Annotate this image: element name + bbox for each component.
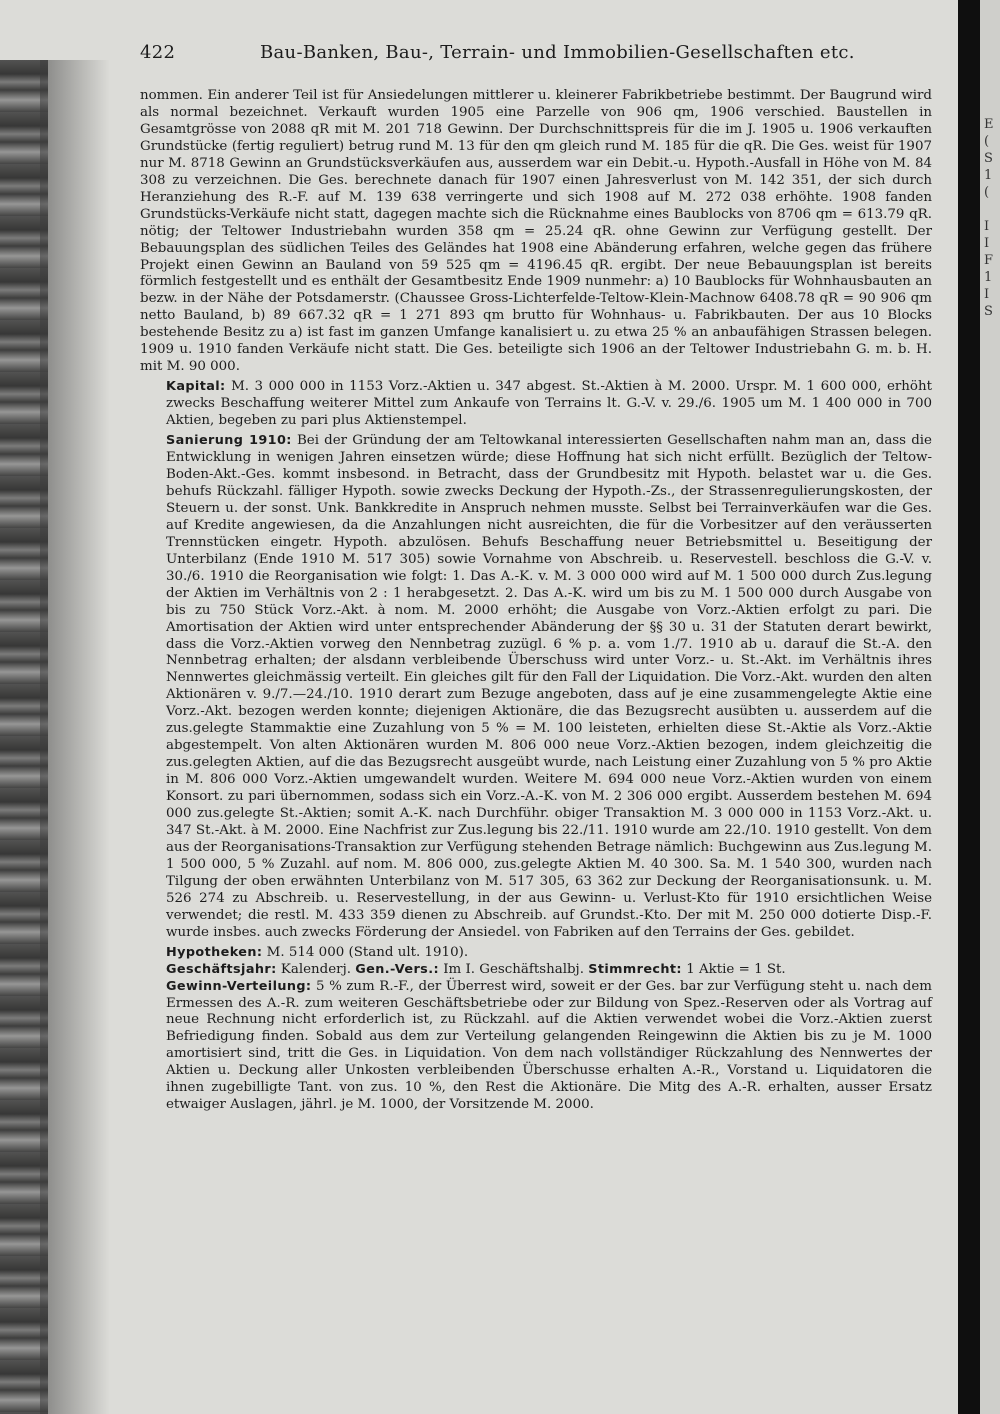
gewinn-text: 5 % zum R.-F., der Überrest wird, soweit er der Ges. bar zur Verfügung steht u. nach dem Ermessen des A.-R. zum weiteren Geschäftsbetriebe oder zur Bildung von Spez.-Reserven oder als Vortrag auf neue Rechnung nicht erforderlich ist, zu Rückzahl. auf die Aktien verwendet wobei die Vorz.-Aktien zuerst Befriedigung finden. Sobald aus dem zur Verteilung gelangenden Reingewinn die Aktien bis zu je M. 1000 amortisiert sind, tritt die Ges. in Liquidation. Von dem nach vollständiger Rückzahlung des Nennwertes der Aktien u. Deckung aller Unkosten verbleibenden Überschusse erhalten A.-R., Vorstand u. Liquidatoren die ihnen zugebilligte Tant. von zus. 10 %, den Rest die Aktionäre. Die Mitg des A.-R. erhalten, ausser Ersatz etwaiger Auslagen, jährl. je M. 1000, der Vorsitzende M. 2000. — [166, 978, 932, 1113]
genvers-label: Gen.-Vers.: — [355, 961, 439, 977]
page-body — [140, 88, 932, 1388]
geschaeftsjahr-label: Geschäftsjahr: — [166, 961, 277, 977]
page-header — [140, 42, 855, 68]
paragraph-gewinn-verteilung — [140, 979, 932, 1115]
adjacent-fragment: I — [984, 287, 990, 302]
geschaeftsjahr-text: Kalenderj. — [276, 961, 351, 977]
page-edge-shadow — [958, 0, 980, 1414]
sanierung-text: Bei der Gründung der am Teltowkanal interessierten Gesellschaften nahm man an, dass die Entwicklung in wenigen Jahren einsetzen würde; diese Hoffnung hat sich nicht erfüllt. Bezüglich der Teltow-Boden-Akt.-Ges. kommt insbesond. in Betracht, dass der Grundbesitz mit Hypoth. belastet war u. die Ges. behufs Rückzahl. fälliger Hypoth. sowie zwecks Deckung der Hypoth.-Zs., der Strassenregulierungskosten, der Steuern u. der sonst. Unk. Bankkredite in Anspruch nehmen musste. Selbst bei Terrainverkäufen war die Ges. auf Kredite angewiesen, da die Anzahlungen nicht ausreichten, die für die Vorbesitzer auf den veräusserten Trennstücken eingetr. Hypoth. abzulösen. Behufs Beschaffung neuer Betriebsmittel u. Beseitigung der Unterbilanz (Ende 1910 M. 517 305) sowie Vornahme von Abschreib. u. Reservestell. beschloss die G.-V. v. 30./6. 1910 die Reorganisation wie folgt: 1. Das A.-K. v. M. 3 000 000 wird auf M. 1 500 000 durch Zus.legung der Aktien im Verhältnis von 2 : 1 herabgesetzt. 2. Das A.-K. wird um bis zu M. 1 500 000 durch Ausgabe von bis zu 750 Stück Vorz.-Akt. à nom. M. 2000 erhöht; die Ausgabe von Vorz.-Aktien erfolgt zu pari. Die Amortisation der Aktien wird unter entsprechender Abänderung der §§ 30 u. 31 der Statuten derart bewirkt, dass die Vorz.-Aktien vorweg den Nennbetrag zuzügl. 6 % p. a. vom 1./7. 1910 ab u. darauf die St.-A. den Nennbetrag erhalten; der alsdann verbleibende Überschuss wird unter Vorz.- u. St.-Akt. im Verhältnis ihres Nennwertes gleichmässig verteilt. Ein gleiches gilt für den Fall der Liquidation. Die Vorz.-Akt. wurden den alten Aktionären v. 9./7.—24./10. 1910 derart zum Bezuge angeboten, dass auf je eine zusammengelegte Aktie eine Vorz.-Akt. bezogen werden konnte; diejenigen Aktionäre, die das Bezugsrecht ausübten u. ausserdem auf die zus.gelegte Stammaktie eine Zuzahlung von 5 % = M. 100 leisteten, erhielten diese St.-Aktie als Vorz.-Aktie abgestempelt. Von alten Aktionären wurden M. 806 000 neue Vorz.-Aktien bezogen, indem gleichzeitig die zus.gelegten Aktien, auf die das Bezugsrecht ausgeübt wurde, nach Leistung einer Zuzahlung von 5 % pro Aktie in M. 806 000 Vorz.-Aktien umgewandelt wurden. Weitere M. 694 000 neue Vorz.-Aktien wurden von einem Konsort. zu pari übernommen, sodass sich ein Vorz.-A.-K. von M. 2 306 000 ergibt. Ausserdem bestehen M. 694 000 zus.gelegte St.-Aktien; somit A.-K. nach Durchführ. obiger Transaktion M. 3 000 000 in 1153 Vorz.-Akt. u. 347 St.-Akt. à M. 2000. Eine Nachfrist zur Zus.legung bis 22./11. 1910 wurde am 22./10. 1910 gestellt. Von dem aus der Reorganisations-Transaktion zur Verfügung stehenden Betrage nämlich: Buchgewinn aus Zus.legung M. 1 500 000, 5 % Zuzahl. auf nom. M. 806 000, zus.gelegte Aktien M. 40 300. Sa. M. 1 540 300, wurden nach Tilgung der oben erwähnten Unterbilanz von M. 517 305, 63 362 zur Deckung der Reorganisationsunk. u. M. 526 274 zu Abschreib. u. Reservestellung, in der aus Gewinn- u. Verlust-Kto für 1910 ersichtlichen Weise verwendet; die restl. M. 433 359 dienen zu Abschreib. auf Grundst.-Kto. Der mit M. 250 000 dotierte Disp.-F. wurde insbes. auch zwecks Förderung der Ansiedel. von Fabriken auf den Terrains der Ges. gebildet. — [166, 433, 932, 940]
paragraph-geschaeftsjahr — [140, 962, 932, 979]
stimmrecht-text: 1 Aktie = 1 St. — [681, 961, 786, 977]
adjacent-fragment: ( — [984, 134, 990, 149]
paragraph-sanierung — [140, 433, 932, 942]
kapital-text: M. 3 000 000 in 1153 Vorz.-Aktien u. 347 abgest. St.-Aktien à M. 2000. Urspr. M. 1 600 000, erhöht zwecks Beschaffung weiterer Mittel zum Ankaufe von Terrains lt. G.-V. v. 29./6. 1905 um M. 1 400 000 in 700 Aktien, begeben zu pari plus Aktienstempel. — [166, 379, 932, 429]
binding-gutter-fade — [40, 60, 110, 1414]
kapital-label: Kapital: — [166, 379, 226, 395]
genvers-text: Im I. Geschäftshalbj. — [438, 961, 584, 977]
running-title: Bau-Banken, Bau-, Terrain- und Immobilien-Gesellschaften etc. — [260, 42, 855, 63]
hypotheken-text: M. 514 000 (Stand ult. 1910). — [262, 944, 469, 960]
hypotheken-label: Hypotheken: — [166, 944, 263, 960]
paragraph-kapital — [140, 379, 932, 430]
gewinn-label: Gewinn-Verteilung: — [166, 978, 312, 994]
adjacent-fragment: S — [984, 304, 993, 319]
adjacent-fragment: F — [984, 253, 994, 268]
stimmrecht-label: Stimmrecht: — [588, 961, 682, 977]
adjacent-fragment: I — [984, 236, 990, 251]
adjacent-fragment: S — [984, 151, 993, 166]
adjacent-fragment: 1 — [984, 270, 993, 285]
adjacent-fragment: ( — [984, 185, 990, 200]
paragraph-hypotheken — [140, 945, 932, 962]
page-number: 422 — [140, 42, 176, 63]
adjacent-fragment: 1 — [984, 168, 993, 183]
adjacent-fragment: E — [984, 117, 994, 132]
adjacent-page-strip — [980, 0, 1000, 1414]
adjacent-fragment: I — [984, 219, 990, 234]
paragraph-intro: nommen. Ein anderer Teil ist für Ansiedelungen mittlerer u. kleinerer Fabrikbetriebe bestimmt. Der Baugrund wird als normal bezeichnet. Verkauft wurden 1905 eine Parzelle von 906 qm, 1906 verschied. Baustellen in Gesamtgrösse von 2088 qR mit M. 201 718 Gewinn. Der Durchschnittspreis für die im J. 1905 u. 1906 verkauften Grundstücke (fertig reguliert) betrug rund M. 13 für den qm gleich rund M. 185 für die qR. Die Ges. weist für 1907 nur M. 8718 Gewinn an Grundstücksverkäufen aus, ausserdem war ein Debit.-u. Hypoth.-Ausfall in Höhe von M. 84 308 zu verzeichnen. Die Ges. berechnete danach für 1907 einen Jahresverlust von M. 142 351, der sich durch Heranziehung des R.-F. auf M. 139 638 verringerte und sich 1908 auf M. 272 038 erhöhte. 1908 fanden Grundstücks-Verkäufe nicht statt, dagegen machte sich die Rücknahme eines Baublocks von 8706 qm = 613.79 qR. nötig; der Teltower Industriebahn wurden 358 qm = 25.24 qR. ohne Gewinn zur Verfügung gestellt. Der Bebauungsplan des südlichen Teiles des Geländes hat 1908 eine Abänderung erfahren, welche gegen das frühere Projekt einen Gewinn an Bauland von 59 525 qm = 4196.45 qR. ergibt. Der neue Bebauungsplan ist bereits förmlich festgestellt und es enthält der Gesamtbesitz Ende 1909 nunmehr: a) 10 Baublocks für Wohnhausbauten an bezw. in der Nähe der Potsdamerstr. (Chaussee Gross-Lichterfelde-Teltow-Klein-Machnow 6408.78 qR = 90 906 qm netto Bauland, b) 89 667.32 qR = 1 271 893 qm brutto für Wohnhaus- u. Fabrikbauten. Der aus 10 Blocks bestehende Besitz zu a) ist fast im ganzen Umfange kanalisiert u. zu etwa 25 % an anbaufähigen Strassen belegen. 1909 u. 1910 fanden Verkäufe nicht statt. Die Ges. beteiligte sich 1906 an der Teltower Industriebahn G. m. b. H. mit M. 90 000. — [140, 88, 932, 375]
sanierung-label: Sanierung 1910: — [166, 433, 292, 449]
